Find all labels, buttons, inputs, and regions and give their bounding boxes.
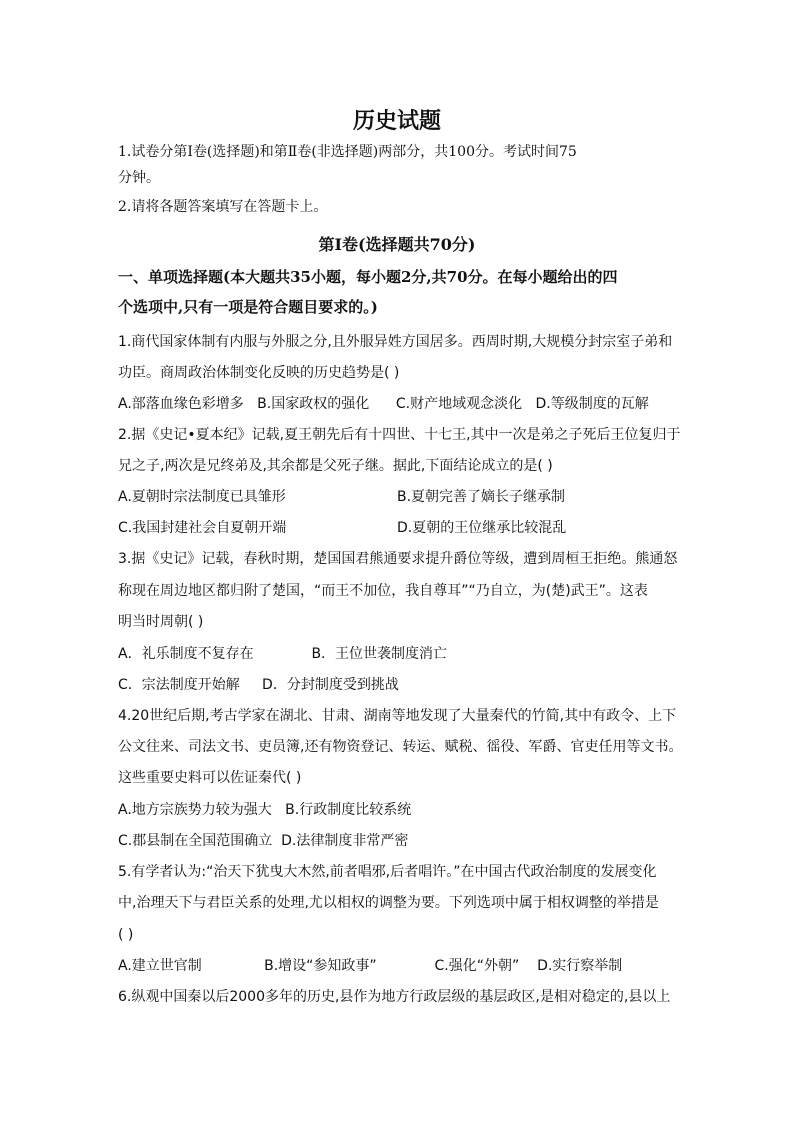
q5-line-2: 中,治理天下与君臣关系的处理,尤以相权的调整为要。下列选项中属于相权调整的举措是	[118, 895, 659, 911]
q1-options	[118, 395, 649, 413]
q2-line-1: 2.据《史记•夏本纪》记载,夏王朝先后有十四世、十七王,其中一次是弟之子死后王位复归于	[118, 427, 681, 443]
q5-option-c: C.强化“外朝”	[434, 958, 520, 974]
q4-options-row-2	[118, 832, 408, 850]
part-heading-line-2: 个选项中,只有一项是符合题目要求的。)	[118, 298, 378, 316]
q3-line-3: 明当时周朝( )	[118, 614, 204, 630]
q3-line-1: 3.据《史记》记载，春秋时期，楚国国君熊通要求提升爵位等级，遭到周桓王拒绝。熊通怒	[118, 551, 678, 567]
q5-line-1: 5.有学者认为:“治天下犹曳大木然,前者唱邪,后者唱许。”在中国古代政治制度的发展变化	[118, 864, 657, 880]
q4-line-2: 公文往来、司法文书、吏员簿,还有物资登记、转运、赋税、徭役、军爵、官吏任用等文书。	[118, 739, 683, 755]
q4-option-c: C.郡县制在全国范围确立	[118, 833, 273, 849]
q5-option-a: A.建立世官制	[118, 958, 202, 974]
section-title: 第Ⅰ卷(选择题共70分)	[318, 235, 476, 254]
note-line-2: 分钟。	[118, 170, 160, 186]
q2-option-c: C.我国封建社会自夏朝开端	[118, 520, 287, 536]
q3-option-a: A．礼乐制度不复存在	[118, 646, 254, 662]
q1-option-d: D.等级制度的瓦解	[535, 396, 649, 412]
q1-line-1: 1.商代国家体制有内服与外服之分,且外服异姓方国居多。西周时期,大规模分封宗室子弟和	[118, 334, 673, 350]
note-line-3: 2.请将各题答案填写在答题卡上。	[118, 199, 328, 215]
q3-option-d: D．分封制度受到挑战	[262, 677, 399, 693]
q4-option-b: B.行政制度比较系统	[285, 802, 412, 818]
q5-options	[118, 957, 622, 975]
q5-option-b: B.增设“参知政事”	[264, 958, 377, 974]
q3-options-row-2	[118, 676, 399, 694]
q4-option-a: A.地方宗族势力较为强大	[118, 802, 272, 818]
q4-line-3: 这些重要史料可以佐证秦代( )	[118, 770, 302, 786]
q5-line-3: ( )	[118, 927, 134, 943]
part-heading-line-1: 一、单项选择题(本大题共35小题，每小题2分,共70分。在每小题给出的四	[118, 268, 618, 286]
q2-line-2: 兄之子,两次是兄终弟及,其余都是父死子继。据此,下面结论成立的是( )	[118, 458, 553, 474]
q2-option-a: A.夏朝时宗法制度已具雏形	[118, 489, 286, 505]
q5-option-d: D.实行察举制	[537, 958, 623, 974]
q3-options-row-1	[118, 645, 447, 663]
q2-option-d: D.夏朝的王位继承比较混乱	[397, 520, 567, 536]
q1-option-c: C.财产地域观念淡化	[395, 396, 523, 412]
q6-line-1: 6.纵观中国秦以后2000多年的历史,县作为地方行政层级的基层政区,是相对稳定的,县以上	[118, 989, 671, 1005]
page-title: 历史试题	[352, 108, 441, 134]
q1-option-b: B.国家政权的强化	[257, 396, 370, 412]
note-line-1: 1.试卷分第Ⅰ卷(选择题)和第Ⅱ卷(非选择题)两部分，共100分。考试时间75	[118, 144, 577, 160]
q4-option-d: D.法律制度非常严密	[281, 833, 409, 849]
q2-option-b: B.夏朝完善了嫡长子继承制	[397, 489, 566, 505]
q3-option-c: C．宗法制度开始解	[118, 677, 240, 693]
q4-options-row-1	[118, 801, 411, 819]
q3-option-b: B．王位世袭制度消亡	[311, 646, 448, 662]
q1-option-a: A.部落血缘色彩增多	[118, 396, 244, 412]
q3-line-2: 称现在周边地区都归附了楚国，“而王不加位，我自尊耳”“乃自立，为(楚)武王”。这表	[118, 583, 648, 599]
q4-line-1: 4.20世纪后期,考古学家在湖北、甘肃、湖南等地发现了大量秦代的竹简,其中有政令、上下	[118, 708, 677, 724]
q1-line-2: 功臣。商周政治体制变化反映的历史趋势是( )	[118, 365, 400, 381]
